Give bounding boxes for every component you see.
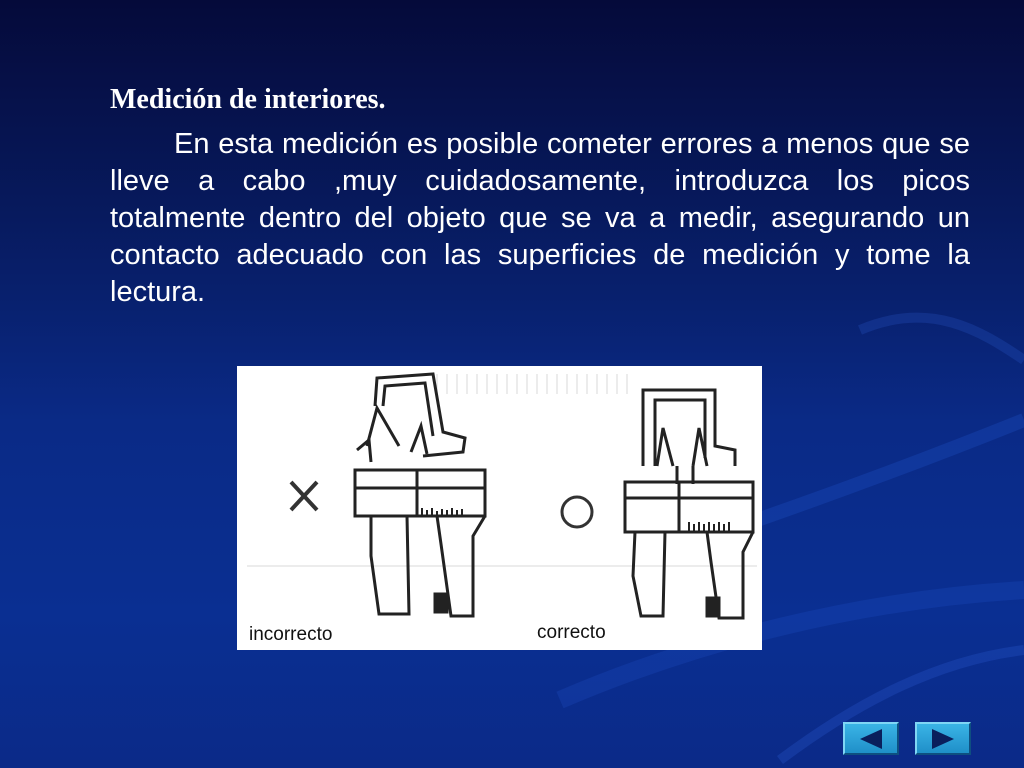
slide-title: Medición de interiores. xyxy=(110,84,386,115)
incorrect-label: incorrecto xyxy=(249,624,333,645)
previous-slide-button[interactable] xyxy=(843,722,899,755)
caliper-illustration xyxy=(237,366,762,650)
circle-mark-icon xyxy=(562,497,592,527)
triangle-left-icon xyxy=(856,728,886,750)
incorrect-caliper xyxy=(355,374,485,616)
next-slide-button[interactable] xyxy=(915,722,971,755)
background-scale-marks xyxy=(247,374,757,566)
correct-caliper xyxy=(625,390,753,618)
triangle-right-icon xyxy=(928,728,958,750)
correct-label: correcto xyxy=(537,622,606,643)
slide-body-text: En esta medición es posible cometer errores a menos que se lleve a cabo ,muy cuidadosamente, introduzca los picos totalmente dentro del objeto que se va a medir, asegurando un contacto adecuado con las superficies de medición y tome la lectura. xyxy=(110,128,970,308)
caliper-drawing xyxy=(237,366,762,650)
cross-mark-icon xyxy=(291,482,317,510)
